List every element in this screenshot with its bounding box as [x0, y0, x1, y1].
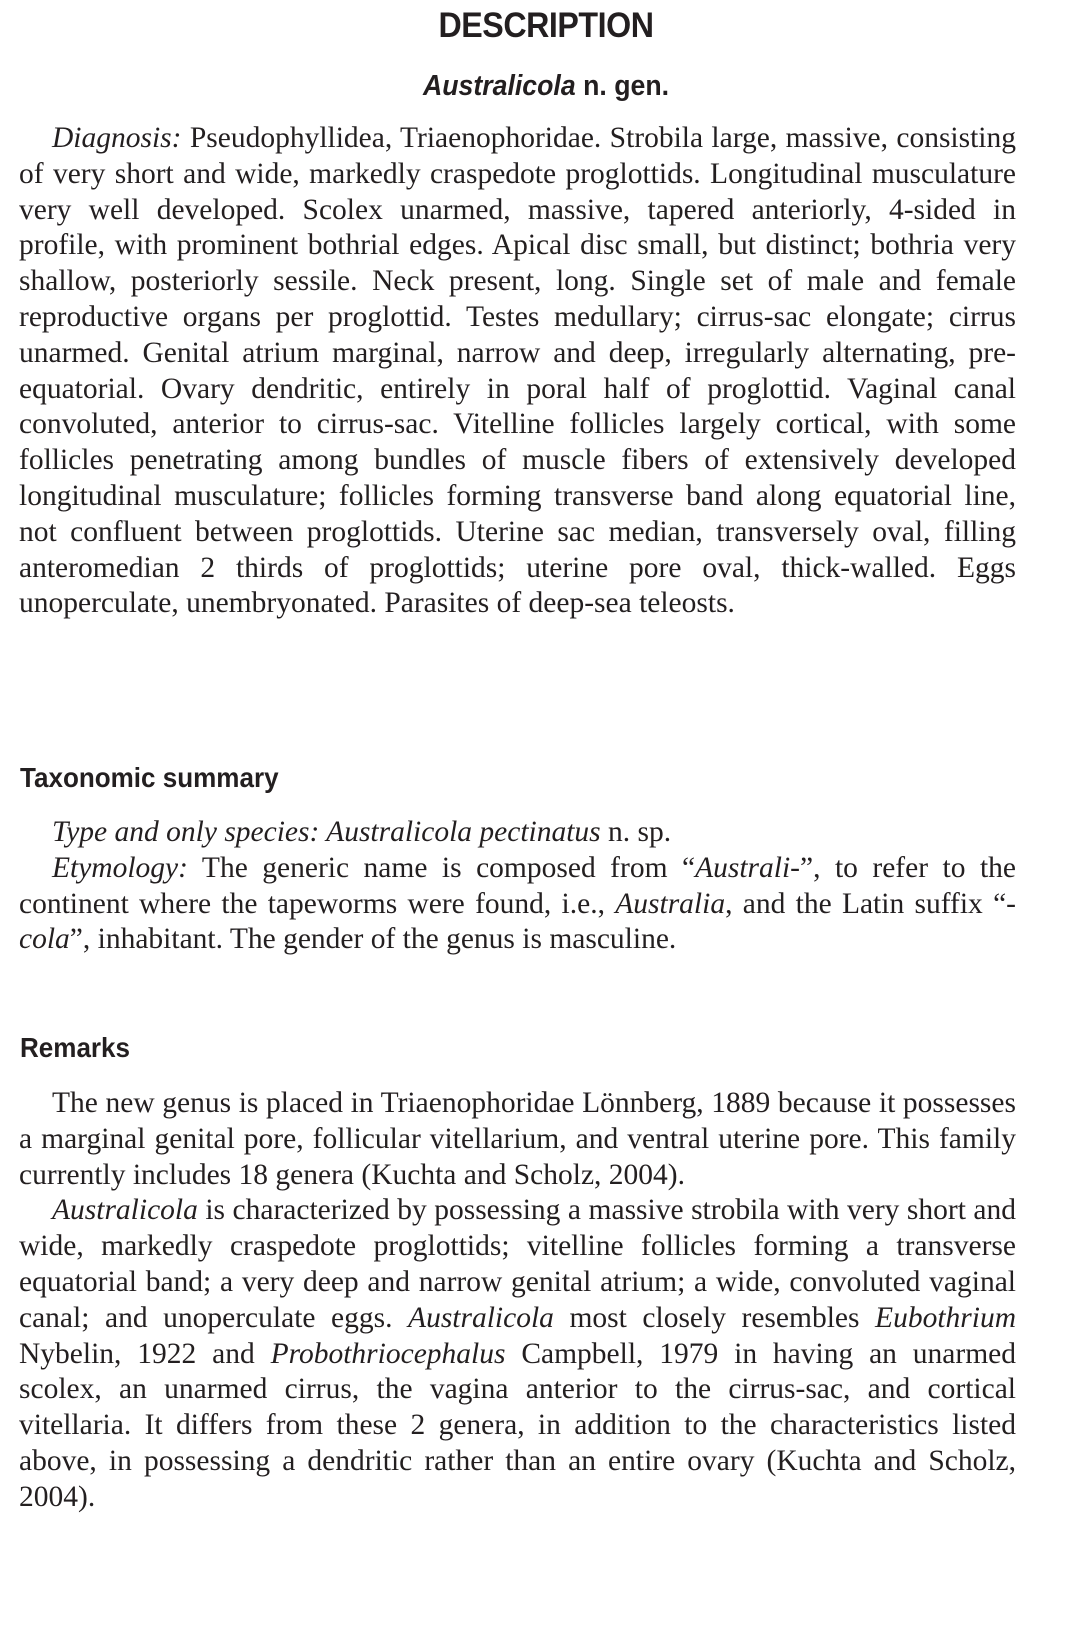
- etymology-text: ”, inhabitant. The gender of the genus is masculine.: [69, 923, 677, 956]
- type-species-label: Type and only species: Australicola pectinatus: [52, 816, 601, 848]
- diagnosis-label: Diagnosis:: [52, 122, 182, 154]
- remarks-paragraph-2: [19, 1193, 1016, 1515]
- etymology-label: Etymology:: [52, 851, 188, 884]
- remarks-section: [19, 1086, 1016, 1516]
- genus-heading: [44, 70, 1049, 103]
- etymology-paragraph: [19, 851, 1016, 958]
- genus-suffix: n. gen.: [575, 70, 670, 102]
- remarks-text: Nybelin, 1922 and: [19, 1337, 271, 1370]
- page-title: DESCRIPTION: [438, 6, 654, 45]
- remarks-text: Campbell, 1979 in having an unarmed scolex, an unarmed cirrus, the vagina anterior to the cirrus-sac, and cortical vitellaria. It differs from these 2 genera, in addition to the characteristics listed above, in possessing a dendritic rather than an entire ovary (Kuchta and Scholz, 2004).: [19, 1337, 1016, 1513]
- etymology-term: Australia: [615, 887, 726, 920]
- diagnosis-section: [19, 121, 1016, 622]
- etymology-text: ”, to refer to the continent where the tapeworms were found, i.e.,: [19, 851, 1017, 920]
- taxonomic-summary-heading: Taxonomic summary: [20, 762, 279, 793]
- taxon-name: Australicola: [408, 1301, 554, 1334]
- genus-name: Australicola: [422, 70, 576, 102]
- diagnosis-paragraph: [19, 121, 1016, 622]
- remarks-text: most closely resembles: [553, 1301, 876, 1334]
- etymology-term: Australi-: [695, 851, 801, 884]
- etymology-text: , and the Latin suffix “: [725, 887, 1007, 920]
- taxon-name: Probothriocephalus: [270, 1337, 506, 1370]
- remarks-heading: Remarks: [20, 1032, 131, 1063]
- type-species-suffix: n. sp.: [600, 816, 672, 848]
- taxon-name: Eubothrium: [875, 1301, 1016, 1334]
- taxon-name: Australicola: [52, 1194, 198, 1227]
- taxonomic-summary-section: [19, 815, 1016, 958]
- remarks-text: is characterized by possessing a massive strobila with very short and wide, markedly craspedote proglottids; vitelline follicles forming a transverse equatorial band; a very deep and narrow genital atrium; a wide, convoluted vaginal canal; and unoperculate eggs.: [19, 1194, 1016, 1334]
- diagnosis-text: Pseudophyllidea, Triaenophoridae. Strobila large, massive, consisting of very short and wide, markedly craspedote proglottids. Longitudinal musculature very well developed. Scolex unarmed, massive, tapered anteriorly, 4-sided in profile, with prominent bothrial edges. Apical disc small, but distinct; bothria very shallow, posteriorly sessile. Neck present, long. Single set of male and female reproductive organs per proglottid. Testes medullary; cirrus-sac elongate; cirrus unarmed. Genital atrium marginal, narrow and deep, irregularly alternating, pre-equatorial. Ovary dendritic, entirely in poral half of proglottid. Vaginal canal convoluted, anterior to cirrus-sac. Vitelline follicles largely cortical, with some follicles penetrating among bundles of muscle fibers of extensively developed longitudinal musculature; follicles forming transverse band along equatorial line, not confluent between proglottids. Uterine sac median, transversely oval, filling anteromedian 2 thirds of proglottids; uterine pore oval, thick-walled. Eggs unoperculate, unembryonated. Parasites of deep-sea teleosts.: [19, 122, 1016, 620]
- etymology-term: -cola: [19, 887, 1016, 956]
- remarks-paragraph-1: The new genus is placed in Triaenophoridae Lönnberg, 1889 because it possesses a marginal genital pore, follicular vitellarium, and ventral uterine pore. This family currently includes 18 genera (Kuchta and Scholz, 2004).: [19, 1087, 1016, 1191]
- type-species-paragraph: [19, 815, 1016, 851]
- etymology-text: The generic name is composed from “: [187, 851, 696, 884]
